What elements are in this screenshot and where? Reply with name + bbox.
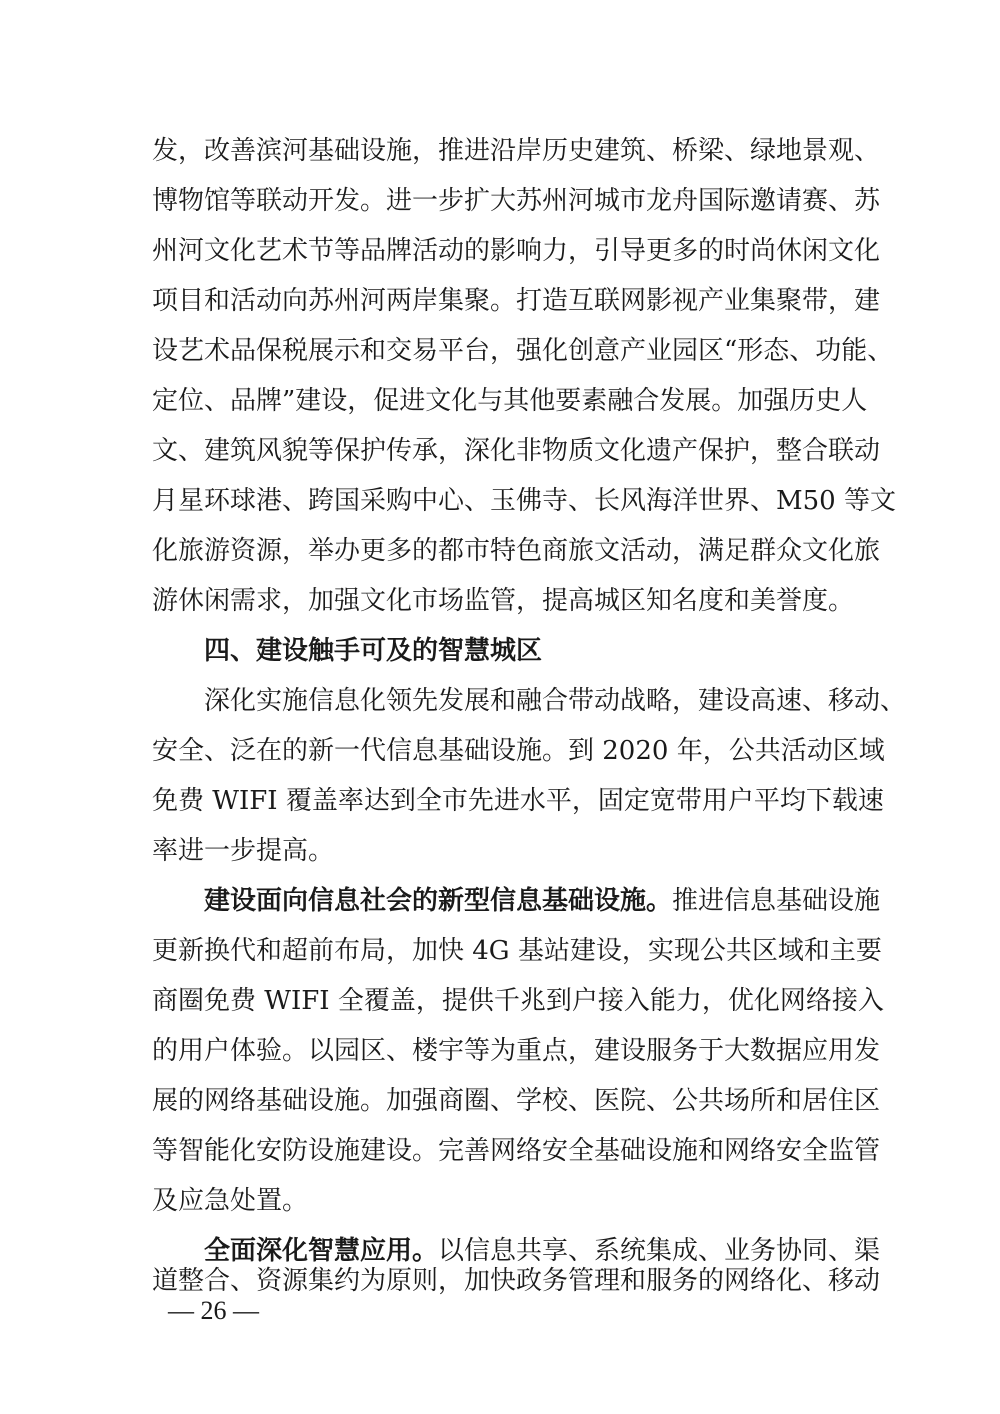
- text-line: 商圈免费 WIFI 全覆盖，提供千兆到户接入能力，优化网络接入: [152, 986, 884, 1016]
- text-line: 文、建筑风貌等保护传承，深化非物质文化遗产保护，整合联动: [152, 436, 881, 466]
- text-line: 项目和活动向苏州河两岸集聚。打造互联网影视产业集聚带，建: [152, 286, 881, 316]
- section-heading: 四、建设触手可及的智慧城区: [204, 636, 543, 666]
- text-span: 推进信息基础设施: [672, 886, 881, 916]
- text-line: 免费 WIFI 覆盖率达到全市先进水平，固定宽带用户平均下载速: [152, 786, 884, 816]
- text-line: 安全、泛在的新一代信息基础设施。到 2020 年，公共活动区域: [152, 736, 885, 766]
- page-number: — 26 —: [168, 1296, 259, 1325]
- text-line: [204, 1236, 881, 1266]
- text-line: 博物馆等联动开发。进一步扩大苏州河城市龙舟国际邀请赛、苏: [152, 186, 881, 216]
- text-line: 及应急处置。: [152, 1186, 309, 1216]
- text-line: 游休闲需求，加强文化市场监管，提高城区知名度和美誉度。: [152, 586, 855, 616]
- text-line: 道整合、资源集约为原则，加快政务管理和服务的网络化、移动: [152, 1266, 881, 1296]
- text-line: 展的网络基础设施。加强商圈、学校、医院、公共场所和居住区: [152, 1086, 881, 1116]
- text-span: 以信息共享、系统集成、业务协同、渠: [438, 1236, 881, 1266]
- text-line: 州河文化艺术节等品牌活动的影响力，引导更多的时尚休闲文化: [152, 236, 881, 266]
- text-line: 定位、品牌”建设，促进文化与其他要素融合发展。加强历史人: [152, 386, 868, 416]
- bold-lead: 全面深化智慧应用。: [204, 1236, 439, 1266]
- bold-lead: 建设面向信息社会的新型信息基础设施。: [204, 886, 673, 916]
- text-line: 更新换代和超前布局，加快 4G 基站建设，实现公共区域和主要: [152, 936, 882, 966]
- text-line: 等智能化安防设施建设。完善网络安全基础设施和网络安全监管: [152, 1136, 881, 1166]
- text-line: 率进一步提高。: [152, 836, 335, 866]
- text-line: 化旅游资源，举办更多的都市特色商旅文活动，满足群众文化旅: [152, 536, 881, 566]
- text-line: [204, 886, 881, 916]
- text-line: 月星环球港、跨国采购中心、玉佛寺、长风海洋世界、M50 等文: [152, 486, 896, 516]
- text-line: 发，改善滨河基础设施，推进沿岸历史建筑、桥梁、绿地景观、: [152, 136, 881, 166]
- text-line: 的用户体验。以园区、楼宇等为重点，建设服务于大数据应用发: [152, 1036, 881, 1066]
- text-line: 设艺术品保税展示和交易平台，强化创意产业园区“形态、功能、: [152, 336, 894, 366]
- text-line: 深化实施信息化领先发展和融合带动战略，建设高速、移动、: [204, 686, 907, 716]
